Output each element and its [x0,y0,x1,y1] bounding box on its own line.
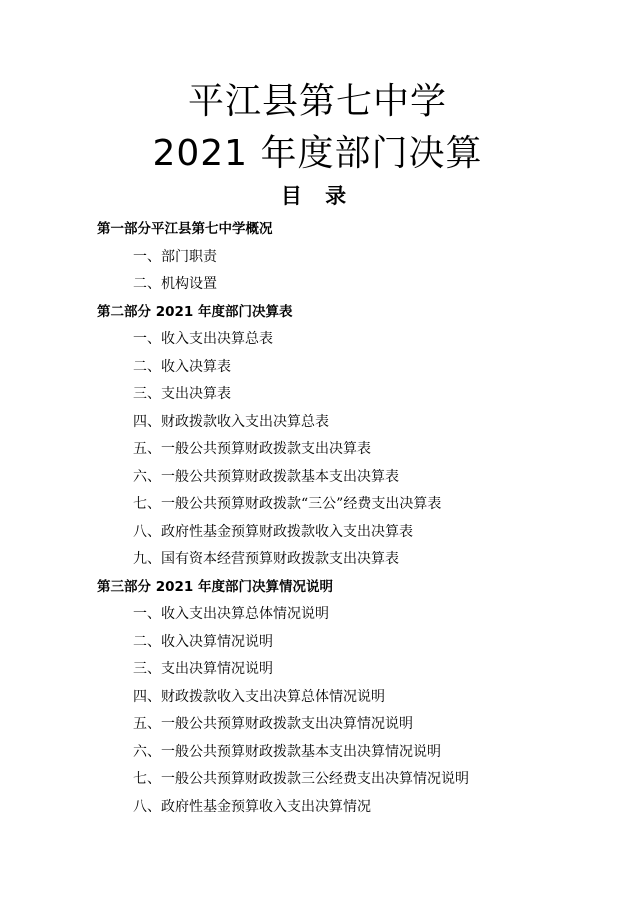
toc-item: 二、机构设置 [133,276,217,292]
toc-item: 一、收入支出决算总体情况说明 [133,606,329,622]
toc-item: 四、财政拨款收入支出决算总体情况说明 [133,688,385,705]
toc-part-heading: 第一部分平江县第七中学概况 [97,221,273,237]
table-of-contents [0,216,635,821]
toc-item: 三、支出决算表 [133,386,231,402]
toc-item: 二、收入决算情况说明 [133,633,273,650]
toc-item: 六、一般公共预算财政拨款基本支出决算表 [133,468,399,485]
toc-item: 六、一般公共预算财政拨款基本支出决算情况说明 [133,743,441,760]
toc-item: 九、国有资本经营预算财政拨款支出决算表 [133,551,399,567]
toc-item: 七、一般公共预算财政拨款“三公”经费支出决算表 [133,496,442,512]
toc-item: 一、收入支出决算总表 [133,331,273,347]
toc-item: 五、一般公共预算财政拨款支出决算表 [133,441,371,457]
toc-item: 二、收入决算表 [133,358,231,375]
toc-item: 七、一般公共预算财政拨款三公经费支出决算情况说明 [133,771,469,787]
toc-item: 八、政府性基金预算财政拨款收入支出决算表 [133,523,413,540]
document-title-line2: 2021 年度部门决算 [152,133,483,174]
toc-item: 四、财政拨款收入支出决算总表 [133,413,329,430]
toc-part-heading: 第三部分 2021 年度部门决算情况说明 [97,578,333,595]
toc-item: 五、一般公共预算财政拨款支出决算情况说明 [133,716,413,732]
toc-item: 八、政府性基金预算收入支出决算情况 [133,798,371,815]
toc-item: 三、支出决算情况说明 [133,661,273,677]
toc-part-heading: 第二部分 2021 年度部门决算表 [97,303,293,320]
toc-heading: 目 录 [280,184,355,208]
document-title-line1: 平江县第七中学 [187,81,447,122]
toc-item: 一、部门职责 [133,248,217,265]
